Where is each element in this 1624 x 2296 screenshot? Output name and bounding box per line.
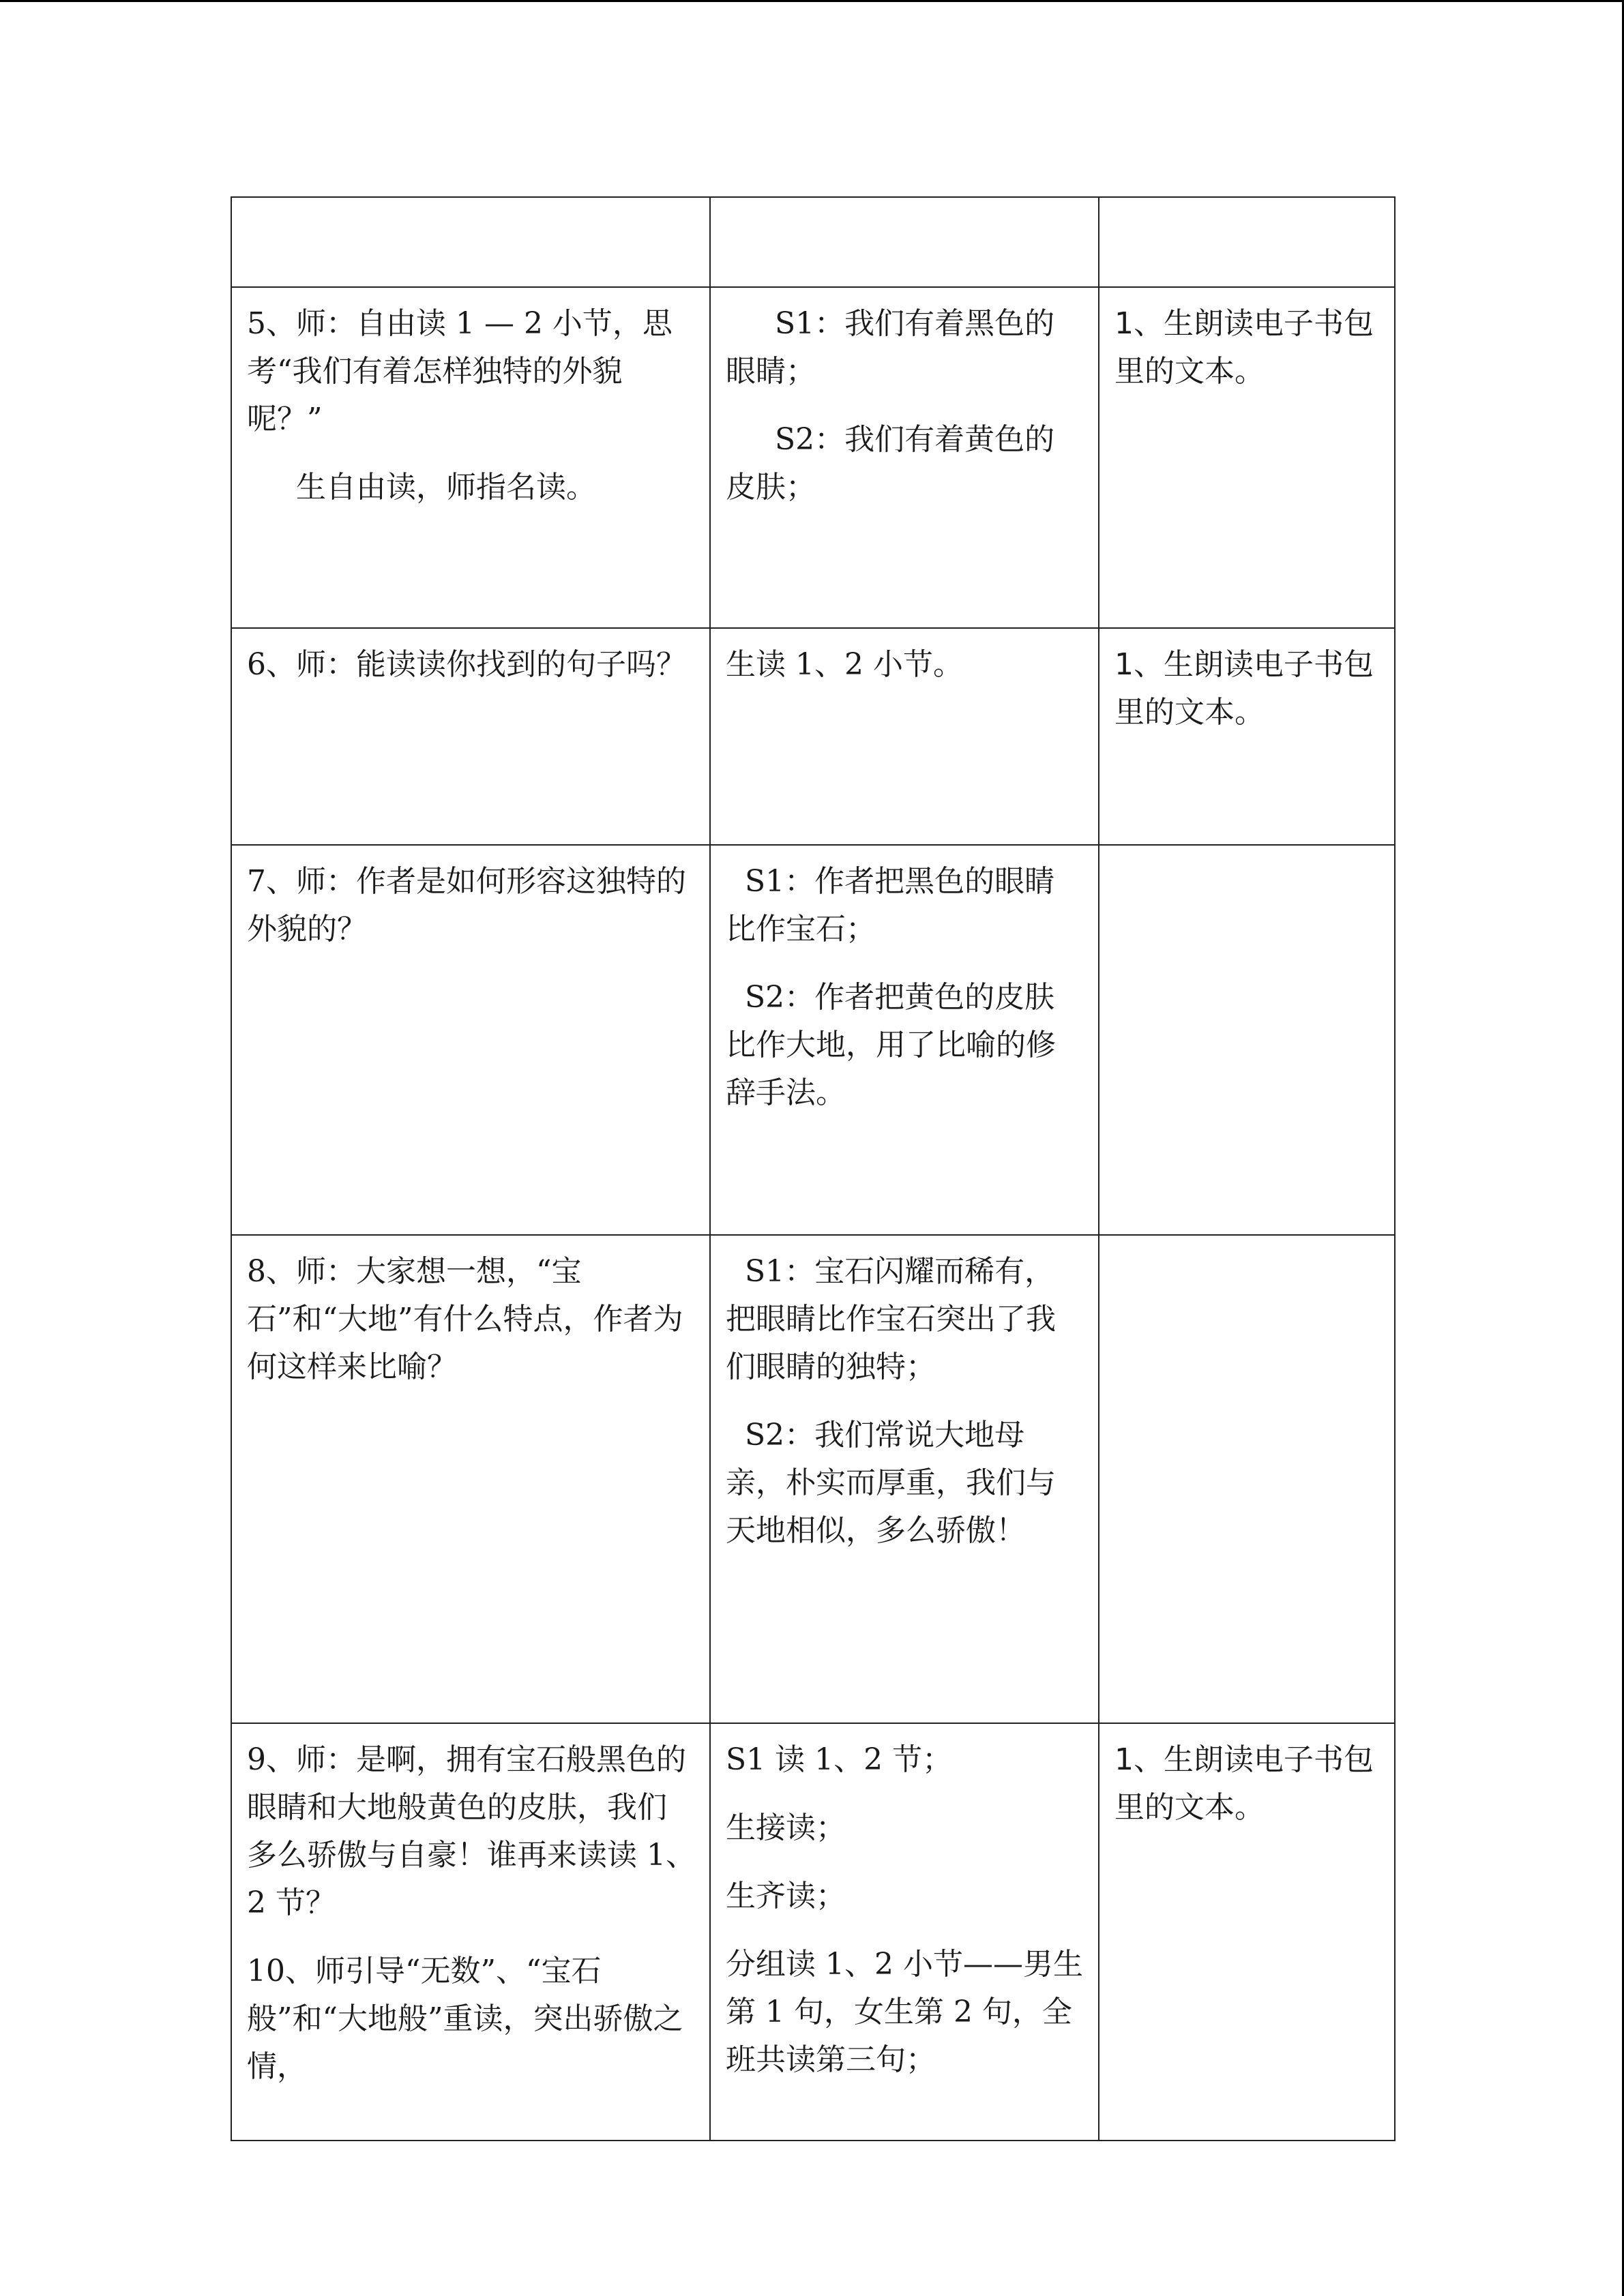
teacher-text: 生自由读，师指名读。 xyxy=(296,470,596,505)
student-cell xyxy=(710,197,1099,287)
teacher-cell xyxy=(231,197,710,287)
lesson-plan-table xyxy=(231,196,1396,2141)
student-text: S1：宝石闪耀而稀有，把眼睛比作宝石突出了我们眼睛的独特； xyxy=(726,1254,1056,1384)
table-row xyxy=(231,845,1395,1235)
student-cell xyxy=(710,1723,1099,2141)
teacher-text: 9、师：是啊，拥有宝石般黑色的眼睛和大地般黄色的皮肤，我们多么骄傲与自豪！谁再来读读 1、2 节？ xyxy=(247,1742,696,1920)
note-text: 1、生朗读电子书包里的文本。 xyxy=(1114,1742,1374,1825)
teacher-cell xyxy=(231,845,710,1235)
note-text: 1、生朗读电子书包里的文本。 xyxy=(1114,647,1374,730)
teacher-cell xyxy=(231,1723,710,2141)
note-cell xyxy=(1099,1235,1395,1723)
note-cell xyxy=(1099,197,1395,287)
student-text: S1 读 1、2 节； xyxy=(726,1742,953,1777)
note-text: 1、生朗读电子书包里的文本。 xyxy=(1114,306,1374,389)
student-text: 分组读 1、2 小节——男生第 1 句，女生第 2 句，全班共读第三句； xyxy=(726,1947,1083,2077)
table-row xyxy=(231,287,1395,628)
teacher-text: 5、师：自由读 1 — 2 小节，思考“我们有着怎样独特的外貌呢？” xyxy=(247,306,673,436)
student-text: 生齐读； xyxy=(726,1879,846,1913)
student-text: S1：作者把黑色的眼睛比作宝石； xyxy=(726,864,1055,946)
student-text: 生接读； xyxy=(726,1810,846,1845)
page-top-border xyxy=(0,0,1624,2)
student-cell xyxy=(710,845,1099,1235)
student-cell xyxy=(710,1235,1099,1723)
teacher-text: 7、师：作者是如何形容这独特的外貌的？ xyxy=(247,864,686,946)
table-row xyxy=(231,1235,1395,1723)
table-row xyxy=(231,628,1395,845)
table-row xyxy=(231,1723,1395,2141)
student-cell xyxy=(710,287,1099,628)
teacher-cell xyxy=(231,287,710,628)
note-cell xyxy=(1099,1723,1395,2141)
note-cell xyxy=(1099,628,1395,845)
student-text: S2：我们有着黄色的皮肤； xyxy=(726,422,1055,505)
note-cell xyxy=(1099,287,1395,628)
table-row xyxy=(231,197,1395,287)
student-text: S1：我们有着黑色的眼睛； xyxy=(726,306,1055,389)
teacher-text: 8、师：大家想一想，“宝石”和“大地”有什么特点，作者为何这样来比喻？ xyxy=(247,1254,683,1384)
student-text: S2：作者把黄色的皮肤比作大地，用了比喻的修辞手法。 xyxy=(726,980,1056,1110)
student-text: S2：我们常说大地母亲，朴实而厚重，我们与天地相似，多么骄傲！ xyxy=(726,1418,1056,1548)
teacher-cell xyxy=(231,1235,710,1723)
student-cell xyxy=(710,628,1099,845)
teacher-cell xyxy=(231,628,710,845)
teacher-text: 6、师：能读读你找到的句子吗？ xyxy=(247,647,686,682)
note-cell xyxy=(1099,845,1395,1235)
student-text: 生读 1、2 小节。 xyxy=(726,647,963,682)
teacher-text: 10、师引导“无数”、“宝石般”和“大地般”重读，突出骄傲之情， xyxy=(247,1954,683,2084)
